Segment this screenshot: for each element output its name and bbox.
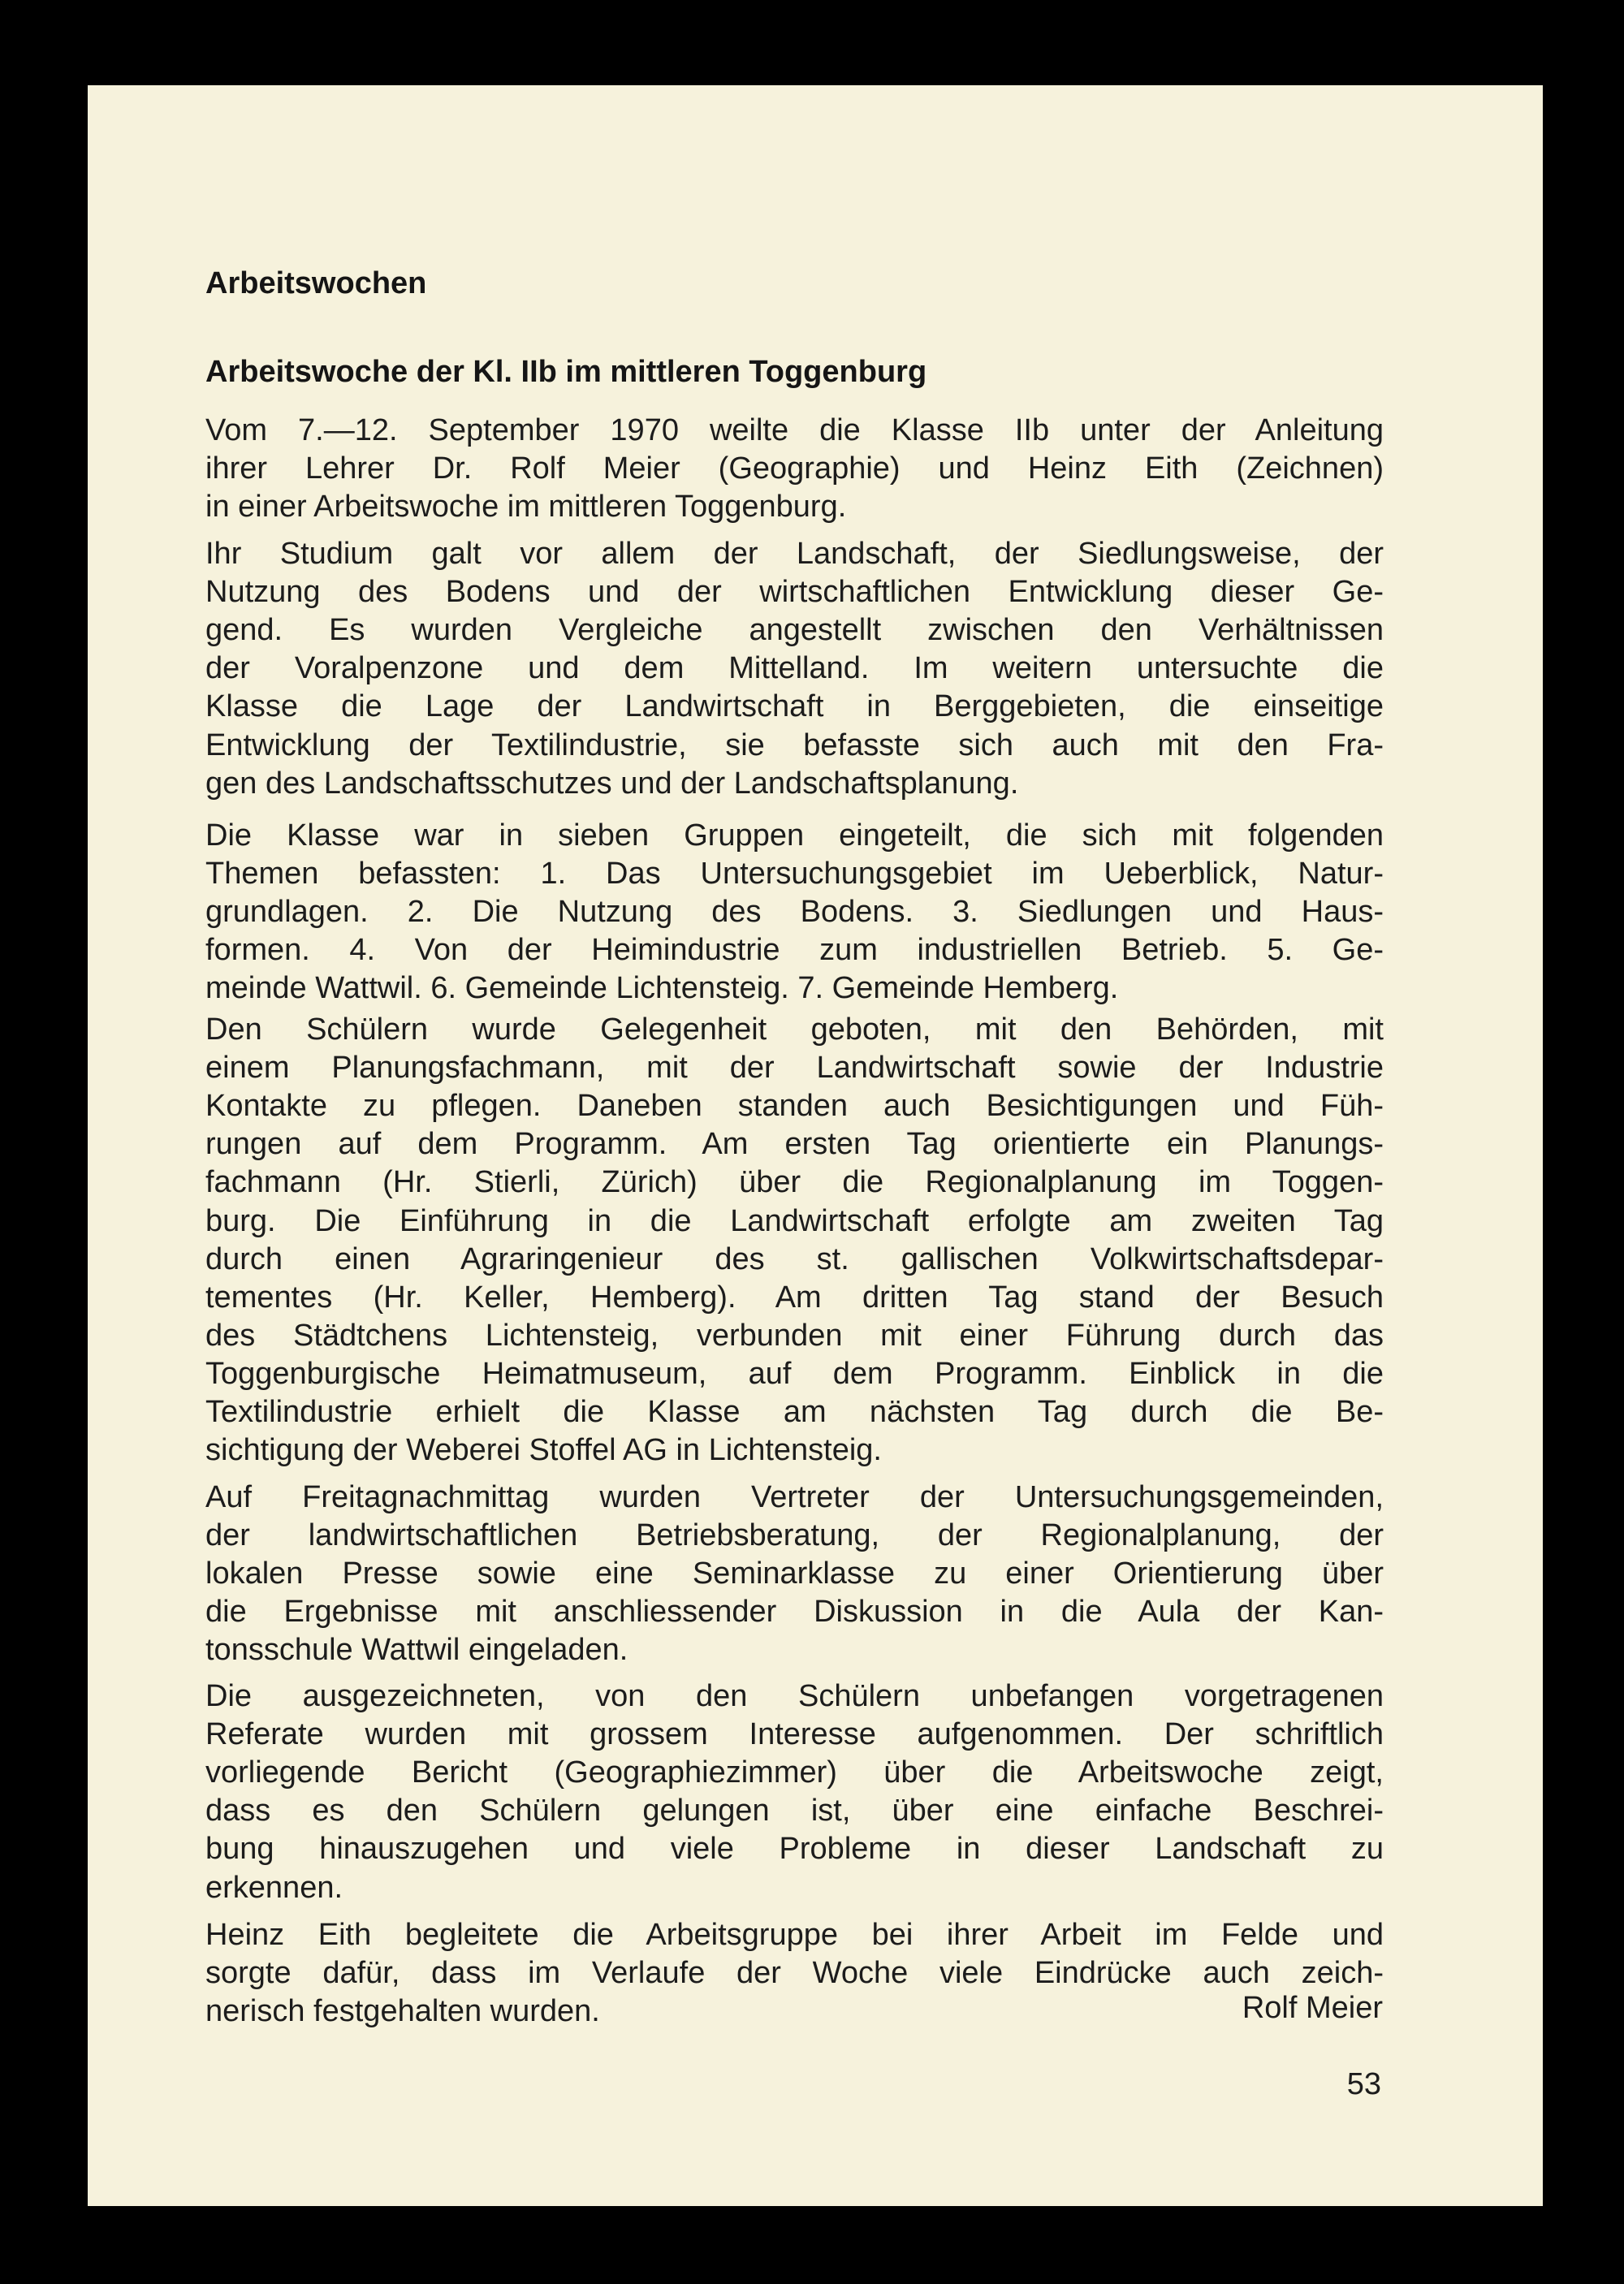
paragraph-5-line-4: die Ergebnisse mit anschliessender Diskussion in die Aula der Kan- xyxy=(205,1595,1384,1629)
paragraph-6-line-2: Referate wurden mit grossem Interesse aufgenommen. Der schriftlich xyxy=(205,1717,1384,1751)
paragraph-1-line-1: Vom 7.—12. September 1970 weilte die Klasse IIb unter der Anleitung xyxy=(205,413,1384,447)
paragraph-5-line-2: der landwirtschaftlichen Betriebsberatung, der Regionalplanung, der xyxy=(205,1518,1384,1552)
paragraph-7-line-2: sorgte dafür, dass im Verlaufe der Woche viele Eindrücke auch zeich- xyxy=(205,1956,1384,1990)
paragraph-2-line-4: der Voralpenzone und dem Mittelland. Im weitern untersuchte die xyxy=(205,651,1384,685)
section-title: Arbeitswochen xyxy=(205,266,427,300)
paragraph-7-line-3: nerisch festgehalten wurden. xyxy=(205,1994,600,2028)
paragraph-2-line-3: gend. Es wurden Vergleiche angestellt zwischen den Verhältnissen xyxy=(205,613,1384,647)
paragraph-1-line-3: in einer Arbeitswoche im mittleren Toggenburg. xyxy=(205,490,847,524)
paragraph-4-line-11: Textilindustrie erhielt die Klasse am nächsten Tag durch die Be- xyxy=(205,1395,1384,1429)
paragraph-1-line-2: ihrer Lehrer Dr. Rolf Meier (Geographie) und Heinz Eith (Zeichnen) xyxy=(205,451,1384,486)
paragraph-6-line-5: bung hinauszugehen und viele Probleme in dieser Landschaft zu xyxy=(205,1832,1384,1866)
paragraph-7-line-1: Heinz Eith begleitete die Arbeitsgruppe bei ihrer Arbeit im Felde und xyxy=(205,1918,1384,1952)
paragraph-3-line-1: Die Klasse war in sieben Gruppen eingeteilt, die sich mit folgenden xyxy=(205,818,1384,853)
paragraph-4-line-5: fachmann (Hr. Stierli, Zürich) über die Regionalplanung im Toggen- xyxy=(205,1165,1384,1199)
paragraph-6-line-4: dass es den Schülern gelungen ist, über eine einfache Beschrei- xyxy=(205,1794,1384,1828)
paragraph-3-line-3: grundlagen. 2. Die Nutzung des Bodens. 3. Siedlungen und Haus- xyxy=(205,895,1384,929)
paragraph-4-line-9: des Städtchens Lichtensteig, verbunden mit einer Führung durch das xyxy=(205,1319,1384,1353)
paragraph-4-line-10: Toggenburgische Heimatmuseum, auf dem Programm. Einblick in die xyxy=(205,1357,1384,1391)
paragraph-4-line-8: tementes (Hr. Keller, Hemberg). Am dritten Tag stand der Besuch xyxy=(205,1280,1384,1315)
paragraph-5-line-5: tonsschule Wattwil eingeladen. xyxy=(205,1633,628,1667)
paragraph-4-line-1: Den Schülern wurde Gelegenheit geboten, mit den Behörden, mit xyxy=(205,1012,1384,1047)
article-title: Arbeitswoche der Kl. IIb im mittleren Toggenburg xyxy=(205,355,927,389)
paragraph-3-line-5: meinde Wattwil. 6. Gemeinde Lichtensteig. 7. Gemeinde Hemberg. xyxy=(205,971,1119,1005)
paragraph-5-line-3: lokalen Presse sowie eine Seminarklasse zu einer Orientierung über xyxy=(205,1556,1384,1591)
paragraph-4-line-12: sichtigung der Weberei Stoffel AG in Lichtensteig. xyxy=(205,1433,882,1467)
paragraph-6-line-3: vorliegende Bericht (Geographiezimmer) über die Arbeitswoche zeigt, xyxy=(205,1755,1384,1790)
paragraph-2-line-1: Ihr Studium galt vor allem der Landschaft, der Siedlungsweise, der xyxy=(205,537,1384,571)
paragraph-2-line-7: gen des Landschaftsschutzes und der Landschaftsplanung. xyxy=(205,766,1019,801)
paragraph-3-line-2: Themen befassten: 1. Das Untersuchungsgebiet im Ueberblick, Natur- xyxy=(205,857,1384,891)
author-signature: Rolf Meier xyxy=(1242,1991,1383,2025)
paragraph-4-line-3: Kontakte zu pflegen. Daneben standen auch Besichtigungen und Füh- xyxy=(205,1089,1384,1123)
paragraph-2-line-5: Klasse die Lage der Landwirtschaft in Berggebieten, die einseitige xyxy=(205,689,1384,723)
paragraph-6-line-6: erkennen. xyxy=(205,1871,343,1905)
paragraph-2-line-6: Entwicklung der Textilindustrie, sie befasste sich auch mit den Fra- xyxy=(205,728,1384,762)
paragraph-4-line-2: einem Planungsfachmann, mit der Landwirtschaft sowie der Industrie xyxy=(205,1051,1384,1085)
paragraph-4-line-6: burg. Die Einführung in die Landwirtschaft erfolgte am zweiten Tag xyxy=(205,1204,1384,1238)
paragraph-4-line-4: rungen auf dem Programm. Am ersten Tag orientierte ein Planungs- xyxy=(205,1127,1384,1161)
paragraph-5-line-1: Auf Freitagnachmittag wurden Vertreter der Untersuchungsgemeinden, xyxy=(205,1480,1384,1514)
paragraph-6-line-1: Die ausgezeichneten, von den Schülern unbefangen vorgetragenen xyxy=(205,1679,1384,1713)
paragraph-2-line-2: Nutzung des Bodens und der wirtschaftlichen Entwicklung dieser Ge- xyxy=(205,575,1384,609)
paragraph-4-line-7: durch einen Agraringenieur des st. gallischen Volkwirtschaftsdepar- xyxy=(205,1242,1384,1276)
paragraph-3-line-4: formen. 4. Von der Heimindustrie zum industriellen Betrieb. 5. Ge- xyxy=(205,933,1384,967)
page-number: 53 xyxy=(1346,2067,1381,2101)
